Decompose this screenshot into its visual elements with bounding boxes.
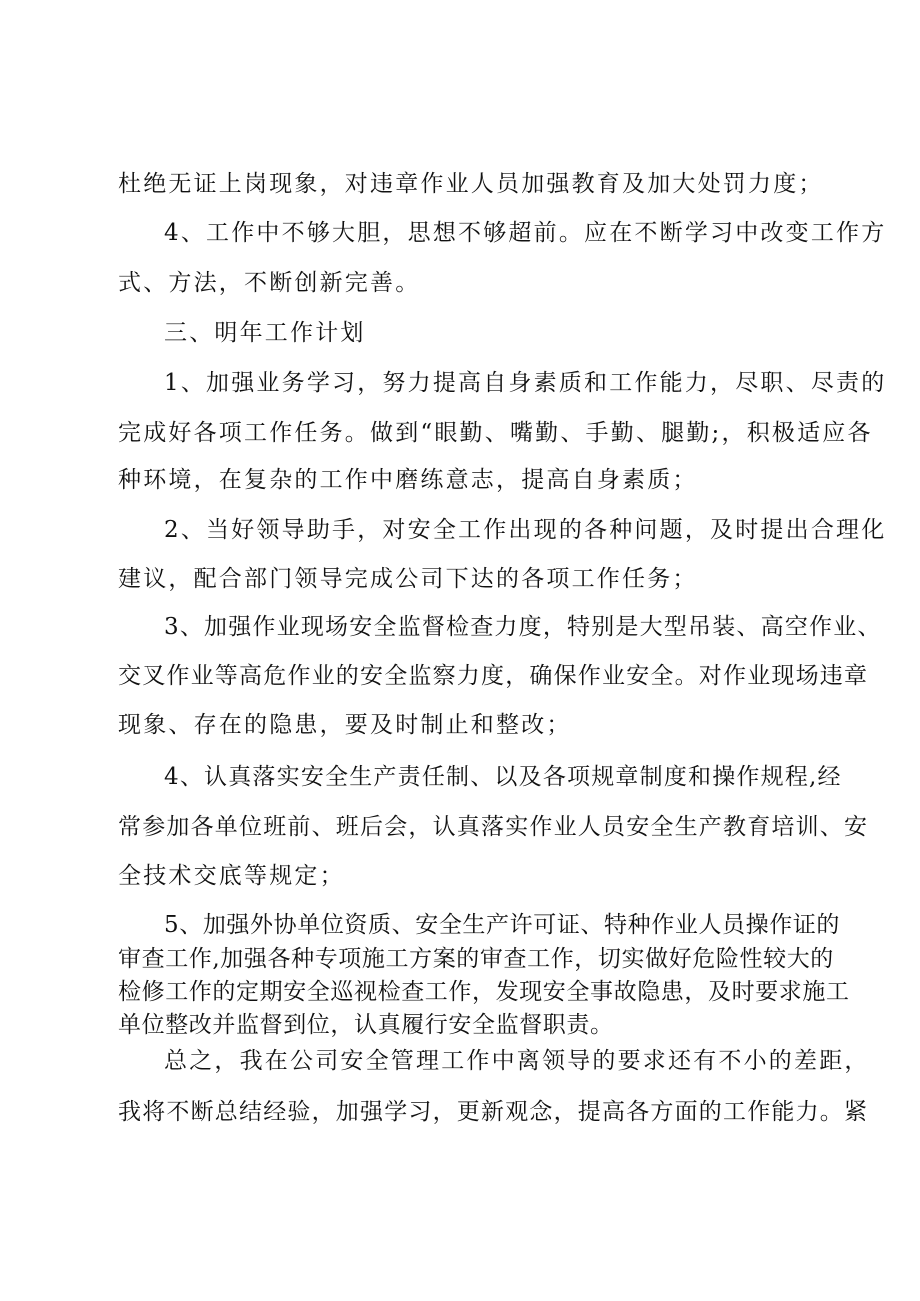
text-line: 4、工作中不够大胆，思想不够超前。应在不断学习中改变工作方	[164, 220, 887, 246]
text-line: 2、当好领导助手，对安全工作出现的各种问题，及时提出合理化	[164, 517, 887, 543]
text-line: 全技术交底等规定；	[118, 863, 345, 889]
text-line: 我将不断总结经验，加强学习，更新观念，提高各方面的工作能力。紧	[118, 1099, 869, 1125]
text-line: 建议，配合部门领导完成公司下达的各项工作任务；	[118, 566, 698, 592]
text-line: 式、方法，不断创新完善。	[118, 270, 421, 296]
text-line: 总之，我在公司安全管理工作中离领导的要求还有不小的差距，	[164, 1048, 870, 1074]
text-line: 审查工作,加强各种专项施工方案的审查工作，切实做好危险性较大的	[118, 946, 834, 972]
text-line: 常参加各单位班前、班后会，认真落实作业人员安全生产教育培训、安	[118, 814, 869, 840]
text-line: 交叉作业等高危作业的安全监察力度，确保作业安全。对作业现场违章	[118, 663, 869, 689]
text-line: 4、认真落实安全生产责任制、以及各项规章制度和操作规程,经	[164, 764, 842, 790]
text-line: 5、加强外协单位资质、安全生产许可证、特种作业人员操作证的	[164, 912, 841, 938]
text-line: 1、加强业务学习，努力提高自身素质和工作能力，尽职、尽责的	[164, 370, 887, 396]
text-line: 3、加强作业现场安全监督检查力度，特别是大型吊装、高空作业、	[164, 614, 882, 640]
text-line: 种环境，在复杂的工作中磨练意志，提高自身素质；	[118, 467, 698, 493]
text-line: 现象、存在的隐患，要及时制止和整改；	[118, 712, 572, 738]
text-line: 单位整改并监督到位，认真履行安全监督职责。	[118, 1012, 614, 1038]
text-line: 完成好各项工作任务。做到“眼勤、嘴勤、手勤、腿勤;，积极适应各	[118, 420, 873, 446]
text-line: 检修工作的定期安全巡视检查工作，发现安全事故隐患，及时要求施工	[118, 979, 850, 1005]
text-line: 杜绝无证上岗现象，对违章作业人员加强教育及加大处罚力度；	[118, 171, 824, 197]
section-heading: 三、明年工作计划	[164, 320, 366, 346]
